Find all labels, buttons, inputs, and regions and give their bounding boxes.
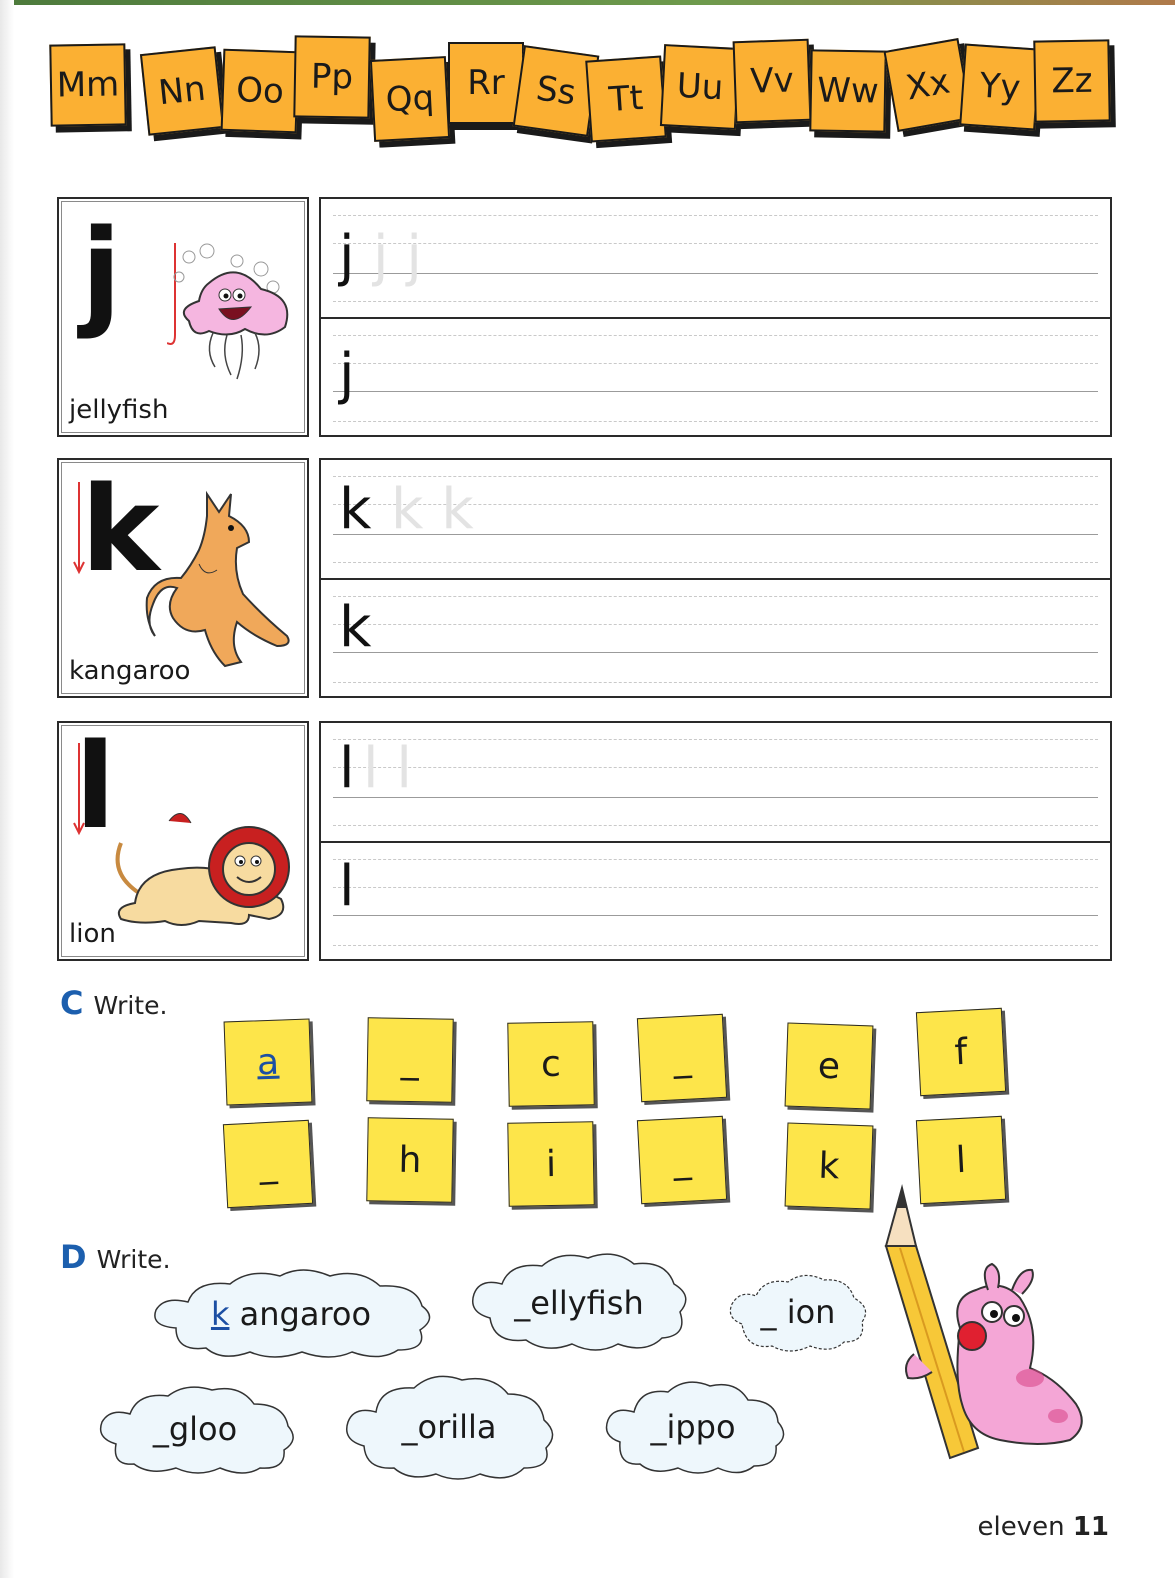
lion-picture xyxy=(99,803,299,933)
writing-box-j xyxy=(319,197,1112,437)
tracing-line xyxy=(321,199,1110,317)
stroke-arrow-icon xyxy=(71,478,91,578)
tracing-line xyxy=(321,723,1110,841)
writing-line[interactable] xyxy=(321,841,1110,959)
alphabet-tile: Xx xyxy=(883,38,972,132)
model-letter: k xyxy=(339,477,372,542)
word-cloud[interactable]: _ ion xyxy=(724,1270,872,1354)
picture-word: kangaroo xyxy=(69,656,191,686)
alphabet-tile: Rr xyxy=(448,42,524,124)
section-tag: D xyxy=(60,1238,87,1276)
model-letter: l xyxy=(339,736,355,801)
section-c-heading xyxy=(60,984,167,1022)
letter-picture-box-l xyxy=(57,717,309,961)
alphabet-tile: Ww xyxy=(809,49,886,132)
trace-letters: j j xyxy=(373,224,422,289)
stroke-arrow-icon xyxy=(71,739,91,839)
page-number: eleven 11 xyxy=(977,1512,1109,1542)
alphabet-strip xyxy=(44,36,1116,166)
writing-line[interactable] xyxy=(321,578,1110,696)
page-spine-shadow xyxy=(0,0,14,1578)
jellyfish-picture xyxy=(149,239,299,389)
alphabet-tile: Mm xyxy=(49,43,126,126)
letter-square: i xyxy=(507,1121,594,1206)
top-color-bar xyxy=(0,0,1175,5)
trace-letters: l l xyxy=(363,736,412,801)
tracing-line xyxy=(321,460,1110,578)
letter-square-blank[interactable]: _ xyxy=(366,1017,453,1102)
writing-box-k xyxy=(319,458,1112,698)
model-letter: k xyxy=(339,595,372,660)
section-instruction: Write. xyxy=(96,1245,171,1274)
model-letter: j xyxy=(339,342,355,407)
alphabet-tile: Pp xyxy=(293,35,370,118)
word-cloud[interactable]: _ ellyfish xyxy=(466,1250,692,1356)
word-cloud[interactable]: k angaroo xyxy=(146,1266,436,1362)
alphabet-tile: Uu xyxy=(660,44,740,130)
letter-square: l xyxy=(916,1116,1006,1204)
letter-square-blank[interactable]: _ xyxy=(637,1014,727,1102)
section-tag: C xyxy=(60,984,84,1022)
big-letter-j: j xyxy=(81,203,122,341)
alphabet-tile: Nn xyxy=(140,46,224,135)
letter-picture-box-j xyxy=(57,197,309,437)
alphabet-tile: Qq xyxy=(370,56,450,142)
stroke-arrow-icon xyxy=(167,239,187,349)
kangaroo-picture xyxy=(145,486,305,676)
alphabet-tile: Ss xyxy=(513,45,600,137)
letter-square: a xyxy=(224,1019,313,1106)
letter-square-blank[interactable]: _ xyxy=(223,1120,313,1208)
picture-word: jellyfish xyxy=(69,395,169,425)
letter-square: f xyxy=(916,1008,1006,1096)
letter-square: e xyxy=(785,1023,874,1110)
writing-box-l xyxy=(319,721,1112,961)
alphabet-tile: Oo xyxy=(221,49,300,134)
letter-picture-box-k xyxy=(57,458,309,698)
pencil-monster-illustration xyxy=(880,1178,1090,1478)
word-cloud[interactable]: _ ippo xyxy=(600,1376,786,1478)
big-letter-l: l xyxy=(75,717,116,855)
alphabet-tile: Yy xyxy=(959,43,1041,130)
writing-line[interactable] xyxy=(321,317,1110,435)
alphabet-tile: Vv xyxy=(733,39,812,124)
big-letter-k: k xyxy=(81,460,160,598)
word-cloud[interactable]: _ gloo xyxy=(94,1382,296,1476)
word-cloud[interactable]: _ orilla xyxy=(340,1370,558,1484)
letter-square-blank[interactable]: _ xyxy=(637,1116,727,1204)
letter-square: h xyxy=(366,1117,453,1202)
model-letter: j xyxy=(339,224,355,289)
alphabet-tile: Zz xyxy=(1033,39,1110,122)
model-letter: l xyxy=(339,854,355,919)
section-instruction: Write. xyxy=(93,991,168,1020)
letter-square: c xyxy=(507,1021,594,1106)
alphabet-tile: Tt xyxy=(585,55,667,142)
trace-letters: k k xyxy=(391,477,474,542)
picture-word: lion xyxy=(69,919,116,949)
letter-square: k xyxy=(785,1123,874,1210)
